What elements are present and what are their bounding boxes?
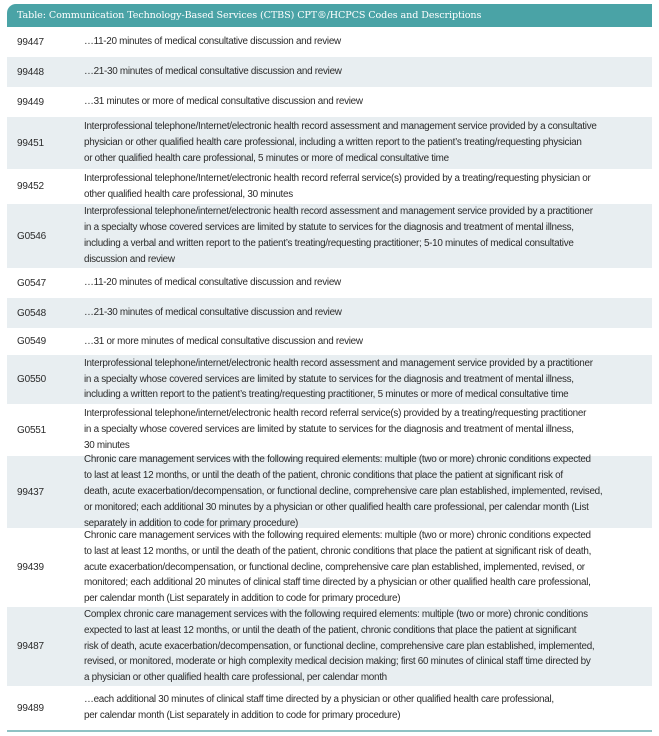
description-line: risk of death, acute exacerbation/decompensation, or functional decline, comprehensive care plan established, implemented, xyxy=(84,640,595,652)
description-line: …21-30 minutes of medical consultative discussion and review xyxy=(84,307,342,319)
code-cell: 99489 xyxy=(17,702,44,714)
table-row xyxy=(7,204,652,268)
table-body xyxy=(7,27,652,730)
table-row xyxy=(7,117,652,169)
description-cell xyxy=(84,64,652,80)
description-line: a physician or other qualified health care professional, per calendar month xyxy=(84,672,387,684)
description-line: in a specialty whose covered services are limited by statute to services for the diagnosis and treatment of mental illness, xyxy=(84,373,574,385)
table-row xyxy=(7,528,652,607)
table-row xyxy=(7,169,652,204)
table-row xyxy=(7,456,652,528)
description-cell xyxy=(84,692,652,724)
description-line: in a specialty whose covered services are limited by statute to services for the diagnosis and treatment of mental illness, xyxy=(84,222,574,234)
description-cell xyxy=(84,406,652,454)
description-cell xyxy=(84,119,652,167)
description-line: acute exacerbation/decompensation, or functional decline, comprehensive care plan established, implemented, revised, or xyxy=(84,561,585,573)
description-line: Complex chronic care management services with the following required elements: multiple (two or more) chronic conditions xyxy=(84,608,588,620)
table-row xyxy=(7,268,652,298)
description-cell xyxy=(84,607,652,687)
description-line: monitored; each additional 20 minutes of clinical staff time directed by a physician or other qualified health care professional, xyxy=(84,577,591,589)
code-cell: 99439 xyxy=(17,562,44,573)
description-cell xyxy=(84,452,652,532)
table-row xyxy=(7,686,652,730)
description-line: discussion and review xyxy=(84,253,175,265)
table-row xyxy=(7,298,652,328)
description-line: per calendar month (List separately in addition to code for primary procedure) xyxy=(84,710,401,721)
description-line: including a verbal and written report to the patient’s treating/requesting practitioner; 5-10 minutes of medical consultative xyxy=(84,238,574,249)
description-line: per calendar month (List separately in addition to code for primary procedure) xyxy=(84,593,401,605)
description-line: Interprofessional telephone/Internet/electronic health record assessment and management service provided by a consultative xyxy=(84,121,597,133)
description-cell xyxy=(84,305,652,321)
description-line: in a specialty whose covered services are limited by statute to services for the diagnosis and treatment of mental illness, xyxy=(84,424,574,436)
table-row xyxy=(7,607,652,686)
code-cell: 99452 xyxy=(17,181,44,192)
table-row xyxy=(7,328,652,355)
code-cell: G0548 xyxy=(17,307,47,319)
description-line: Interprofessional telephone/internet/electronic health record referral service(s) provided by a treating/requesting practitioner xyxy=(84,408,587,420)
description-line: 30 minutes xyxy=(84,439,130,451)
description-line: …11-20 minutes of medical consultative discussion and review xyxy=(84,36,341,48)
code-cell: 99437 xyxy=(17,486,44,498)
ctbs-codes-table xyxy=(7,4,652,732)
description-line: including a written report to the patient’s treating/requesting practitioner, 5 minutes or more of medical consultative time xyxy=(84,389,569,401)
description-line: …each additional 30 minutes of clinical staff time directed by a physician or other qualified health care professional, xyxy=(84,694,554,706)
code-cell: 99447 xyxy=(17,36,44,48)
code-cell: 99449 xyxy=(17,96,44,108)
table-row xyxy=(7,404,652,456)
table-bottom-border xyxy=(7,730,652,732)
description-cell xyxy=(84,204,652,268)
code-cell: G0550 xyxy=(17,374,47,385)
description-line: Interprofessional telephone/internet/electronic health record assessment and management service provided by a practitioner xyxy=(84,357,593,369)
code-cell: 99451 xyxy=(17,137,44,149)
description-line: …11-20 minutes of medical consultative discussion and review xyxy=(84,277,341,289)
description-cell xyxy=(84,275,652,291)
description-line: to last at least 12 months, or until the death of the patient, chronic conditions that place the patient at significant risk of xyxy=(84,470,563,482)
description-line: Interprofessional telephone/Internet/electronic health record referral service(s) provided by a treating/requesting physician or xyxy=(84,172,591,184)
description-line: separately in addition to code for primary procedure) xyxy=(84,517,299,529)
description-line: …31 minutes or more of medical consultative discussion and review xyxy=(84,96,363,108)
code-cell: 99487 xyxy=(17,641,44,652)
description-line: to last at least 12 months, or until the death of the patient, chronic conditions that place the patient at significant risk of death, xyxy=(84,545,592,557)
table-row xyxy=(7,87,652,117)
code-cell: G0546 xyxy=(17,230,47,242)
description-line: other qualified health care professional, 30 minutes xyxy=(84,188,293,200)
description-line: Chronic care management services with the following required elements: multiple (two or more) chronic conditions expected xyxy=(84,529,591,541)
description-line: death, acute exacerbation/decompensation, or functional decline, comprehensive care plan established, implemented, revised, xyxy=(84,486,603,498)
description-cell xyxy=(84,34,652,50)
code-cell: G0551 xyxy=(17,424,47,436)
description-line: …31 or more minutes of medical consultative discussion and review xyxy=(84,335,363,347)
table-row xyxy=(7,27,652,57)
code-cell: 99448 xyxy=(17,66,44,78)
description-cell xyxy=(84,356,652,404)
description-cell xyxy=(84,94,652,110)
table-row xyxy=(7,57,652,87)
table-title: Table: Communication Technology-Based Services (CTBS) CPT®/HCPCS Codes and Descriptions xyxy=(7,4,652,27)
code-cell: G0549 xyxy=(17,336,47,347)
description-line: physician or other qualified health care professional, including a written report to the patient’s treating/requesting physician xyxy=(84,137,582,149)
description-cell xyxy=(84,171,652,203)
description-line: expected to last at least 12 months, or until the death of the patient, chronic conditions that place the patient at significant xyxy=(84,624,577,636)
description-line: or monitored; each additional 30 minutes by a physician or other qualified health care professional, per calendar month (List xyxy=(84,501,589,513)
description-line: Chronic care management services with the following required elements: multiple (two or more) chronic conditions expected xyxy=(84,454,591,466)
description-line: or other qualified health care professional, 5 minutes or more of medical consultative time xyxy=(84,152,449,164)
description-cell xyxy=(84,528,652,608)
description-cell xyxy=(84,334,652,350)
description-line: revised, or monitored, moderate or high complexity medical decision making; first 60 minutes of clinical staff time directed by xyxy=(84,656,591,668)
description-line: Interprofessional telephone/internet/electronic health record assessment and management service provided by a practitioner xyxy=(84,206,593,218)
table-row xyxy=(7,355,652,404)
description-line: …21-30 minutes of medical consultative discussion and review xyxy=(84,66,342,78)
code-cell: G0547 xyxy=(17,277,47,289)
